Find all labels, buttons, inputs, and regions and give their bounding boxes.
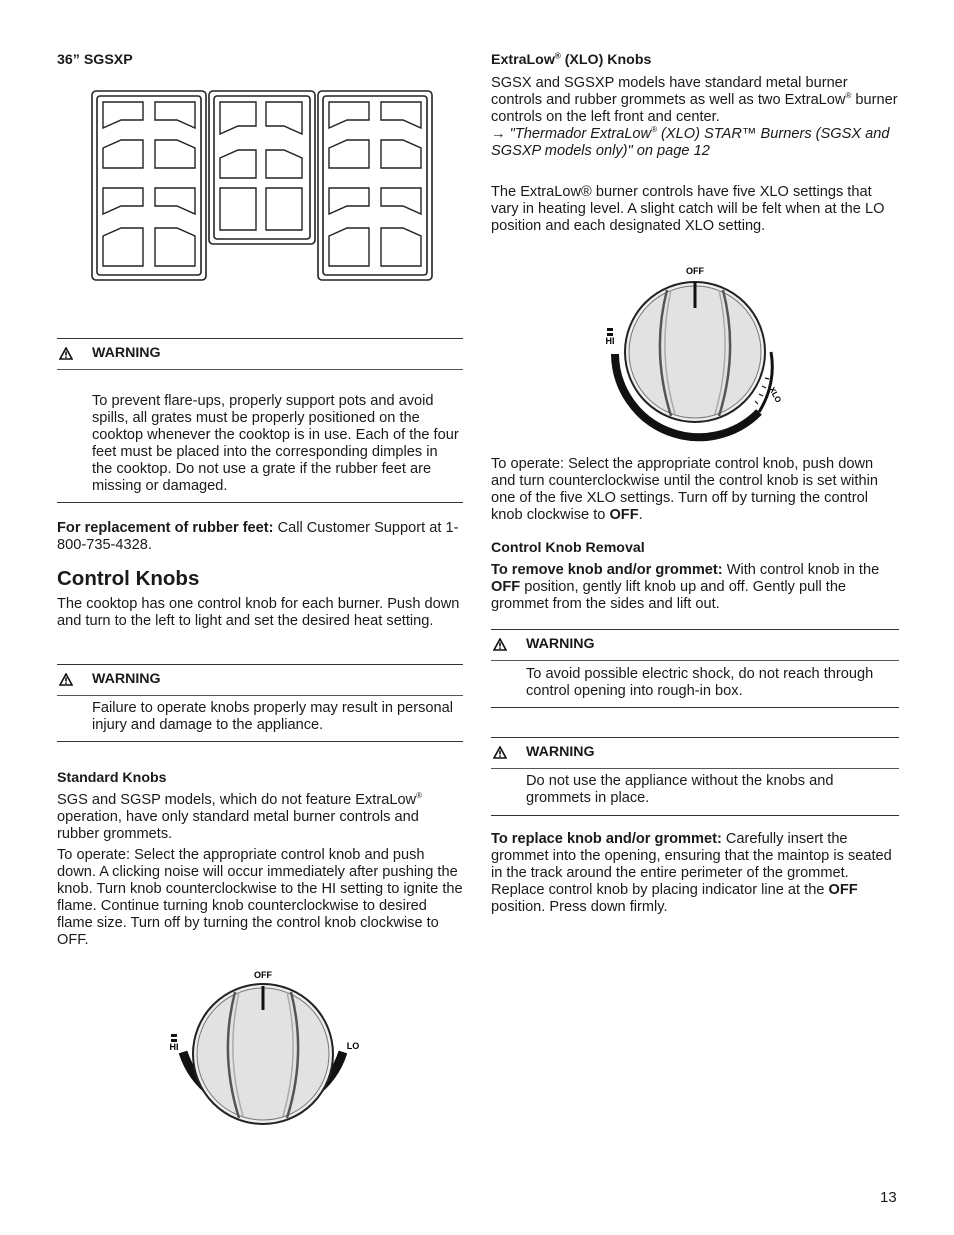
xlo-operate-paragraph	[491, 456, 899, 524]
text-span: position, gently lift knob up and off. Gently pull the grommet from the sides and lift out.	[491, 579, 847, 612]
warning-text: To avoid possible electric shock, do not reach through control opening into rough-in box.	[526, 666, 874, 699]
xlo-paragraph-2: The ExtraLow® burner controls have five XLO settings that vary in heating level. A slight catch will be felt when at the LO position and each designated XLO setting.	[491, 184, 885, 234]
standard-knobs-heading: Standard Knobs	[57, 770, 167, 786]
xlo-knob-illustration	[601, 262, 801, 442]
replacement-label: For replacement of rubber feet:	[57, 520, 274, 536]
text-span: With control knob in the	[722, 562, 880, 578]
warning-text: Do not use the appliance without the knobs and grommets in place.	[526, 773, 834, 806]
text-span: .	[638, 507, 643, 523]
warning-text: Failure to operate knobs properly may result in personal injury and damage to the appliance.	[92, 700, 453, 733]
text-span: (XLO) STAR™ Burners (SGSX and SGSXP models only)" on page 12	[491, 126, 890, 159]
center-grate	[209, 91, 315, 244]
warning-triangle-icon	[59, 673, 73, 686]
flame-icon	[607, 328, 613, 336]
registered-mark: ®	[651, 125, 657, 135]
text-span: OFF	[491, 579, 521, 595]
text-span: To operate: Select the appropriate control knob, push down and turn counterclockwise until the control knob is set within one of the five XLO settings. Turn off by turning the control knob clockwise to	[491, 456, 878, 523]
standard-knob-illustration	[169, 966, 369, 1146]
text-span: OFF	[609, 507, 639, 523]
remove-knob-paragraph	[491, 562, 899, 613]
model-heading: 36” SGSXP	[57, 52, 133, 68]
text-span: To remove knob and/or grommet:	[491, 562, 723, 578]
warning-title: WARNING	[526, 744, 595, 760]
text-span: OFF	[828, 882, 858, 898]
registered-mark: ®	[416, 791, 422, 801]
flame-icon	[171, 1034, 177, 1042]
standard-knobs-paragraph-2: To operate: Select the appropriate control knob and push down. A clicking noise will occur immediately after pushing the knob. Turn knob counterclockwise to the HI setting to ignite the flame. Continue turning knob counterclockwise to desired flame size. Turn off by turning the control knob clockwise to OFF.	[57, 847, 463, 948]
warning-text: To prevent flare-ups, properly support pots and avoid spills, all grates must be properly positioned on the cooktop whenever the cooktop is in use. Each of the four feet must be placed into the corresponding dimples in the cooktop. Do not use a grate if the rubber feet are missing or damaged.	[92, 393, 459, 494]
replace-knob-paragraph	[491, 831, 899, 916]
text-span: operation, have only standard metal burner controls and rubber grommets.	[57, 809, 419, 842]
warning-knobs-in-place	[491, 737, 899, 816]
text-span: (XLO) Knobs	[560, 52, 652, 68]
text-span: SGS and SGSP models, which do not feature ExtraLow	[57, 792, 417, 808]
xlo-cross-reference	[491, 126, 899, 160]
knob-off-label: OFF	[686, 266, 704, 276]
knob-hi-label: HI	[605, 336, 615, 346]
page-number: 13	[880, 1189, 897, 1206]
xlo-heading	[491, 52, 651, 69]
standard-knobs-paragraph-1	[57, 792, 463, 843]
right-grate	[318, 91, 432, 280]
registered-mark: ®	[554, 51, 561, 61]
text-span: To replace knob and/or grommet:	[491, 831, 722, 847]
knob-xlo-label: XLO	[767, 385, 784, 405]
warning-flare-ups	[57, 338, 463, 503]
warning-knob-operation	[57, 664, 463, 742]
xlo-paragraph-1	[491, 75, 899, 126]
knob-lo-label: LO	[346, 1041, 360, 1051]
grates-illustration	[89, 88, 469, 284]
registered-mark: ®	[845, 91, 852, 101]
warning-title: WARNING	[92, 671, 161, 687]
replacement-paragraph	[57, 520, 463, 554]
text-span: SGSX and SGSXP models have standard metal burner controls and rubber grommets as well as two ExtraLow	[491, 75, 848, 108]
knob-removal-heading: Control Knob Removal	[491, 540, 645, 556]
control-knobs-title: Control Knobs	[57, 567, 200, 590]
warning-triangle-icon	[493, 746, 507, 759]
knob-off-label: OFF	[254, 970, 272, 980]
warning-title: WARNING	[92, 345, 161, 361]
left-grate	[92, 91, 206, 280]
text-span: "Thermador ExtraLow	[505, 126, 652, 142]
warning-triangle-icon	[59, 347, 73, 360]
text-span: position. Press down firmly.	[491, 899, 668, 915]
control-knobs-intro: The cooktop has one control knob for each burner. Push down and turn to the left to light and set the desired heat setting.	[57, 596, 460, 629]
replacement-text: Call Customer Support at 1-800-735-4328.	[57, 520, 459, 553]
warning-title: WARNING	[526, 636, 595, 652]
text-span: Carefully insert the grommet into the opening, ensuring that the maintop is seated in the track around the entire perimeter of the grommet. Replace control knob by placing indicator line at the	[491, 831, 892, 898]
warning-electric-shock	[491, 629, 899, 708]
arrow-right-icon: →	[491, 126, 506, 142]
text-span: ExtraLow	[491, 52, 555, 68]
knob-hi-label: HI	[169, 1042, 179, 1052]
warning-triangle-icon	[493, 638, 507, 651]
text-span: burner controls on the left front and center.	[491, 92, 898, 125]
